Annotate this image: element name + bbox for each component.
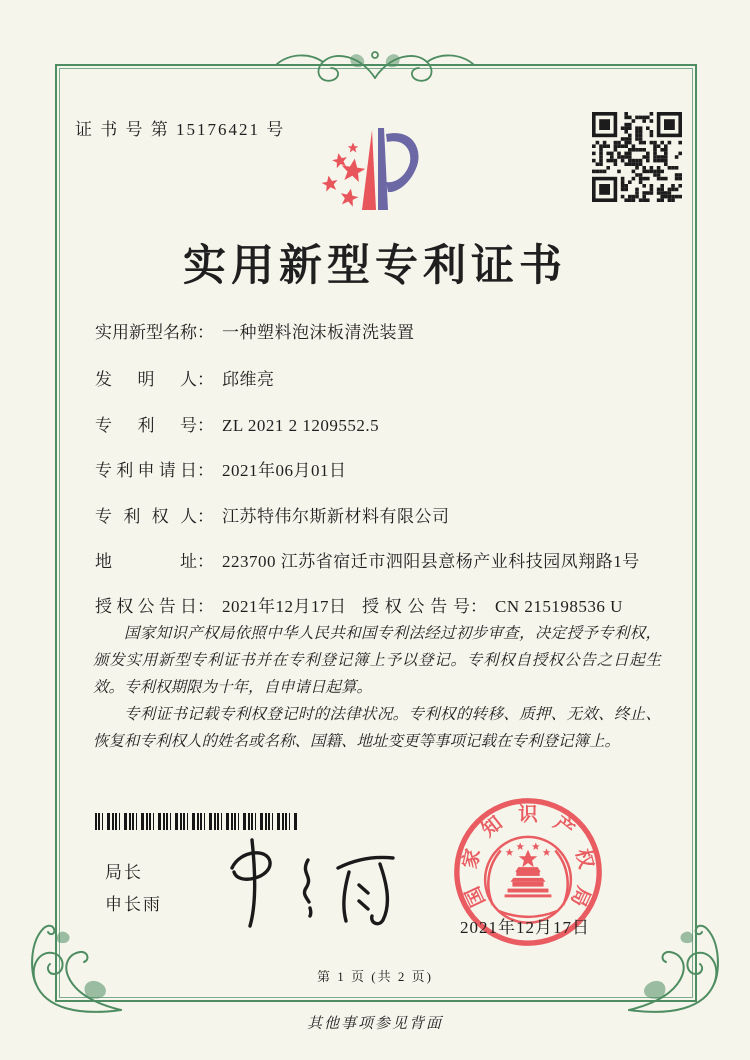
seal-date: 2021年12月17日 — [460, 918, 590, 937]
seal-char: 家 — [459, 846, 485, 871]
signer-name: 申长雨 — [105, 895, 162, 914]
field-row-patent-no — [95, 411, 379, 436]
seal-char: 产 — [549, 812, 578, 842]
signer-role: 局长 — [105, 863, 143, 882]
field-row-address — [95, 547, 640, 572]
seal-char: 局 — [566, 882, 594, 910]
field-label: 实用新型名称 — [95, 323, 197, 342]
field-value: 2021年06月01日 — [222, 461, 347, 480]
field-pair-grant-number — [362, 592, 623, 617]
field-value: 2021年12月17日 — [222, 597, 347, 616]
field-row-filing-date — [95, 456, 347, 481]
signature-handwriting — [210, 828, 400, 933]
field-value: 邱维亮 — [222, 370, 275, 389]
field-row-patentee — [95, 502, 450, 527]
legal-text — [93, 620, 661, 755]
back-side-note: 其他事项参见背面 — [306, 1016, 443, 1032]
cnipa-logo — [300, 108, 450, 233]
field-colon: ： — [197, 461, 214, 480]
seal-char: 权 — [571, 846, 597, 871]
field-colon: ： — [197, 507, 214, 526]
field-value: ZL 2021 2 1209552.5 — [222, 416, 380, 435]
field-label: 地址 — [95, 552, 197, 571]
field-label: 专利号 — [95, 416, 197, 435]
field-value: 江苏特伟尔斯新材料有限公司 — [222, 507, 450, 526]
field-label: 授权公告号 — [362, 597, 470, 616]
certificate-number: 证 书 号 第 15176421 号 — [75, 120, 286, 139]
legal-paragraph-1: 国家知识产权局依照中华人民共和国专利法经过初步审查，决定授予专利权，颁发实用新型专利证书并在专利登记簿上予以登记。专利权自授权公告之日起生效。专利权期限为十年，自申请日起算。 — [93, 625, 661, 696]
field-row-grant-date — [95, 592, 623, 617]
qr-code — [592, 112, 682, 202]
field-row-inventor — [95, 365, 275, 390]
field-value: CN 215198536 U — [495, 597, 623, 616]
field-label: 授权公告日 — [95, 597, 197, 616]
seal-national-emblem — [485, 837, 571, 923]
seal-char: 识 — [518, 804, 538, 826]
field-colon: ： — [197, 370, 214, 389]
field-colon: ： — [470, 597, 487, 616]
seal-char: 知 — [478, 812, 507, 842]
field-colon: ： — [197, 416, 214, 435]
field-colon: ： — [197, 597, 214, 616]
field-row-name — [95, 318, 415, 343]
field-colon: ： — [197, 323, 214, 342]
field-value: 223700 江苏省宿迁市泗阳县意杨产业科技园凤翔路1号 — [222, 552, 640, 571]
field-label: 专利申请日 — [95, 461, 197, 480]
field-label: 发明人 — [95, 370, 197, 389]
certificate-title: 实用新型专利证书 — [183, 243, 567, 290]
seal-char: 国 — [462, 882, 490, 910]
legal-paragraph-2: 专利证书记载专利权登记时的法律状况。专利权的转移、质押、无效、终止、恢复和专利权人的姓名或名称、国籍、地址变更等事项记载在专利登记簿上。 — [93, 706, 661, 750]
field-colon: ： — [197, 552, 214, 571]
top-flourish-ornament — [265, 40, 485, 90]
page-number: 第 1 页 (共 2 页) — [317, 969, 433, 984]
field-label: 专利权人 — [95, 507, 197, 526]
field-value: 一种塑料泡沫板清洗装置 — [222, 323, 415, 342]
